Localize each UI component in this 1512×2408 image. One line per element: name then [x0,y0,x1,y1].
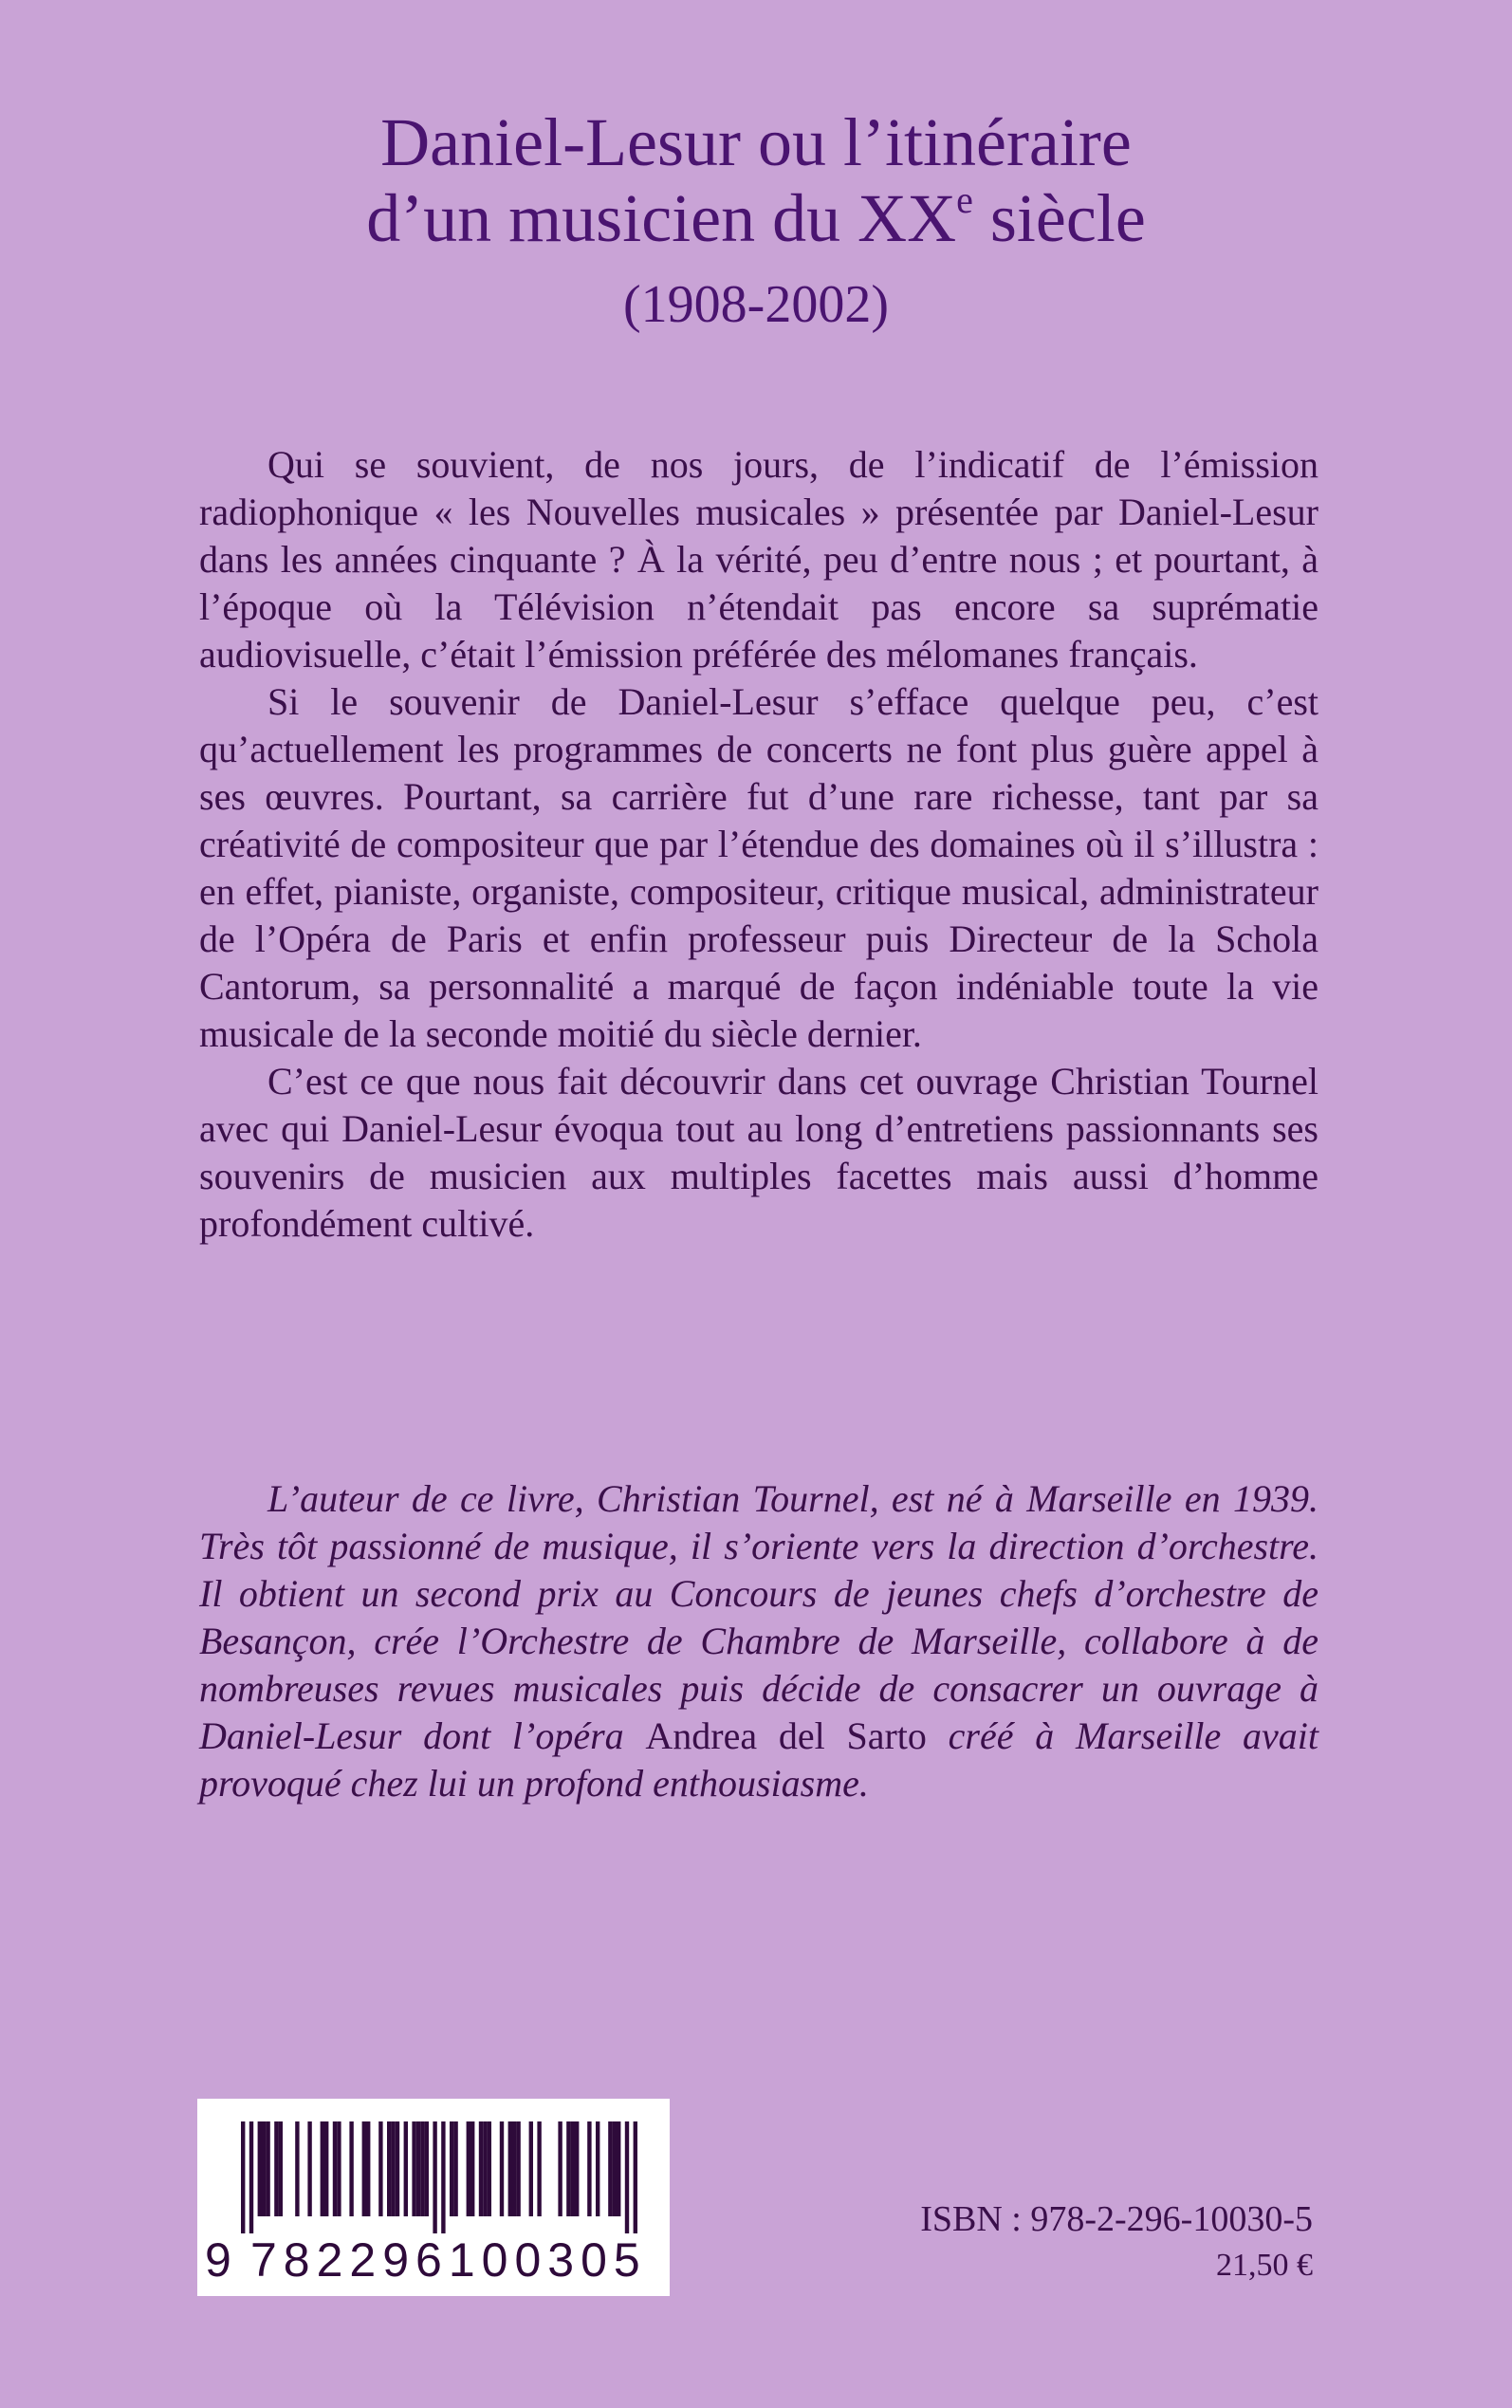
title-line-1: Daniel-Lesur ou l’itinéraire [380,104,1132,180]
barcode-bar [529,2121,533,2216]
barcode-bars [214,2121,651,2233]
barcode-bar [617,2121,620,2216]
barcode-digit-groups: 782296100305 [250,2233,647,2287]
barcode-bar [483,2121,487,2216]
barcode-bar [453,2121,457,2216]
barcode-bar [587,2121,591,2216]
book-title [0,104,1512,340]
isbn-number: ISBN : 978-2-296-10030-5 [920,2199,1313,2239]
barcode-bar [258,2121,262,2216]
barcode-bar [634,2121,637,2233]
barcode-bar [349,2121,353,2216]
summary-paragraph-3: C’est ce que nous fait découvrir dans cet ouvrage Christian Tournel avec qui Daniel-Lesur évoqua tout au long d’entretiens passionnants ses souvenirs de musicien aux multiples facettes mais aussi d’homme profondément cultivé. [199,1060,1318,1245]
barcode-bar [266,2121,269,2216]
barcode-bar [441,2121,445,2233]
barcode-bar [516,2121,520,2216]
barcode-bar [387,2121,391,2216]
barcode-bar [450,2121,453,2216]
barcode-bar [249,2121,253,2233]
barcode-bar [337,2121,341,2216]
barcode-bar [333,2121,337,2216]
barcode-bar [467,2121,470,2216]
author-bio [199,1475,1318,1807]
summary-text [199,441,1318,1248]
bio-text-start: L’auteur de ce livre, Christian Tournel, est né à Marseille en 1939. Très tôt passionné de musique, il s’oriente vers la direction d’orchestre. Il obtient un second prix au Concours de jeunes chefs d’orchestre de Besançon, crée l’Orchestre de Chambre de Marseille, collabore à de nombreuses revues musicales puis décide de consacrer un ouvrage à Daniel-Lesur dont l’opéra [199,1477,1318,1757]
title-line-2-end: siècle [972,180,1146,256]
barcode-bar [321,2121,324,2216]
barcode-bar [274,2121,278,2216]
price: 21,50 € [1216,2248,1313,2283]
barcode-bar [279,2121,283,2216]
barcode-bar [613,2121,617,2216]
barcode-bar [420,2121,424,2216]
barcode-bar [488,2121,491,2216]
barcode-bar [608,2121,612,2216]
barcode-bar [500,2121,504,2216]
barcode-bar [571,2121,575,2216]
barcode-bar [366,2121,370,2216]
barcode-bar [575,2121,579,2216]
barcode-bar [470,2121,474,2216]
barcode-bar [262,2121,266,2216]
barcode-bar [295,2121,299,2216]
title-line-2 [0,180,1512,256]
barcode-bar [512,2121,516,2216]
barcode-bar [241,2121,245,2233]
summary-paragraph-1: Qui se souvient, de nos jours, de l’indicatif de l’émission radiophonique « les Nouvelles musicales » présentée par Daniel-Lesur dans les années cinquante ? À la vérité, peu d’entre nous ; et pourtant, à l’époque où la Télévision n’étendait pas encore sa suprématie audiovisuelle, c’était l’émission préférée des mélomanes français. [199,443,1318,676]
barcode-bar [412,2121,415,2216]
barcode-bar [404,2121,408,2216]
barcode-bar [558,2121,562,2216]
barcode [197,2099,670,2296]
barcode-bar [324,2121,328,2216]
barcode-bar [596,2121,599,2216]
century-superscript: e [956,178,973,221]
title-dates: (1908-2002) [623,275,889,334]
barcode-bar [362,2121,366,2216]
bio-text-end: créé à Marseille avait provoqué chez lui un profond enthousiasme. [199,1714,1319,1805]
title-line-2-start: d’un musicien du XX [366,180,957,256]
barcode-digits [197,2232,670,2288]
barcode-bar [391,2121,395,2216]
barcode-bar [537,2121,541,2216]
barcode-bar [396,2121,399,2216]
barcode-bar [433,2121,436,2233]
bio-work-title: Andrea del Sarto [645,1714,927,1757]
barcode-bar [425,2121,429,2216]
barcode-bar [625,2121,629,2233]
barcode-bar [566,2121,570,2216]
barcode-bar [479,2121,483,2216]
barcode-bar [416,2121,420,2216]
barcode-bar [378,2121,382,2216]
barcode-first-digit: 9 [205,2233,237,2287]
barcode-bar [508,2121,512,2216]
barcode-bar [307,2121,311,2216]
summary-paragraph-2: Si le souvenir de Daniel-Lesur s’efface quelque peu, c’est qu’actuellement les programmes de concerts ne font plus guère appel à ses œuvres. Pourtant, sa carrière fut d’une rare richesse, tant par sa créativité de compositeur que par l’étendue des domaines où il s’illustra : en effet, pianiste, organiste, compositeur, critique musical, administrateur de l’Opéra de Paris et enfin professeur puis Directeur de la Schola Cantorum, sa personnalité a marqué de façon indéniable toute la vie musicale de la seconde moitié du siècle dernier. [199,680,1318,1055]
